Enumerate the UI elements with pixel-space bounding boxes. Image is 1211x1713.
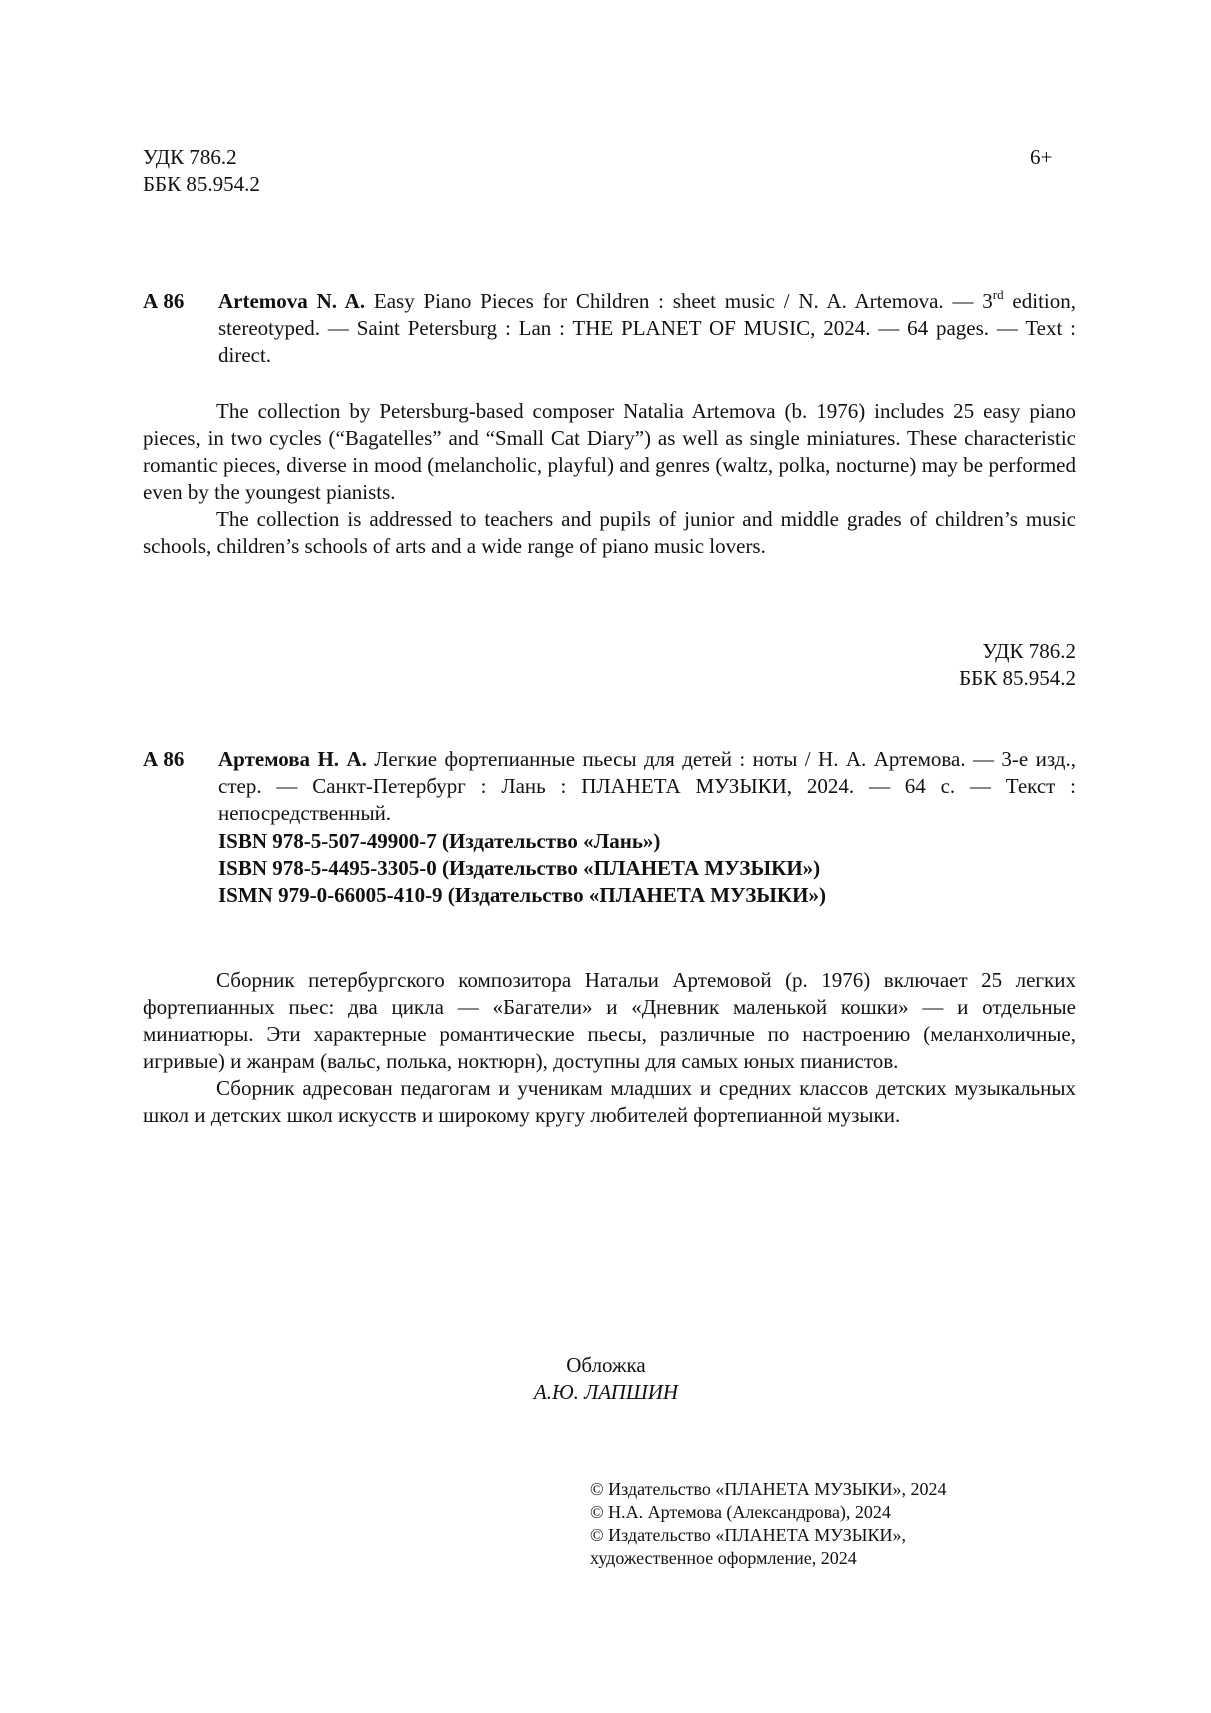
isbn-line: ISBN 978-5-507-49900-7 (Издательство «Лань») [218, 829, 661, 853]
top-classification [143, 144, 260, 198]
ismn-line: ISMN 979-0-66005-410-9 (Издательство «ПЛАНЕТА МУЗЫКИ») [218, 883, 826, 907]
udk-code: УДК 786.2 [143, 145, 237, 169]
cover-label: Обложка [566, 1353, 646, 1377]
age-rating: 6+ [1030, 145, 1053, 169]
russian-annotation-paragraph: Сборник адресован педагогам и ученикам младших и средних классов детских музыкальных школ и детских школ искусств и широкому кругу любителей фортепианной музыки. [143, 1076, 1076, 1127]
copyright-line: © Издательство «ПЛАНЕТА МУЗЫКИ», [590, 1525, 906, 1545]
cover-credit [500, 1352, 712, 1406]
isbn-line: ISBN 978-5-4495-3305-0 (Издательство «ПЛАНЕТА МУЗЫКИ») [218, 856, 821, 880]
bbk-code: ББК 85.954.2 [959, 666, 1076, 690]
english-annotation-paragraph: The collection by Petersburg-based composer Natalia Artemova (b. 1976) includes 25 easy piano pieces, in two cycles (“Bagatelles” and “Small Cat Diary”) as well as single miniatures. These characteristic romantic pieces, diverse in mood (melancholic, playful) and genres (waltz, polka, nocturne) may be performed even by the youngest pianists. [143, 399, 1076, 504]
copyright-line: © Н.А. Артемова (Александрова), 2024 [590, 1502, 891, 1522]
edition-superscript: rd [992, 287, 1004, 302]
russian-desc: Легкие фортепианные пьесы для детей : ноты / Н. А. Артемова. — 3-е изд., стер. — Санкт-Петербург : Лань : ПЛАНЕТА МУЗЫКИ, 2024. — 64 с. — Текст : непосредственный. [218, 747, 1076, 825]
copyright-line: © Издательство «ПЛАНЕТА МУЗЫКИ», 2024 [590, 1479, 947, 1499]
russian-classification [800, 638, 1076, 692]
english-author-mark: А 86 [143, 289, 185, 313]
russian-bibliographic-description [218, 746, 1076, 827]
english-annotation [143, 398, 1076, 560]
russian-author-mark: А 86 [143, 747, 185, 771]
english-desc-end: edition, stereotyped. — Saint Petersburg : Lan : THE PLANET OF MUSIC, 2024. — 64 pages. — Text : direct. [218, 289, 1076, 367]
bbk-code: ББК 85.954.2 [143, 172, 260, 196]
english-desc-start: Easy Piano Pieces for Children : sheet music / N. A. Artemova. — 3 [365, 289, 993, 313]
russian-annotation-paragraph: Сборник петербургского композитора Натальи Артемовой (р. 1976) включает 25 легких фортепианных пьес: два цикла — «Багатели» и «Дневник маленькой кошки» — и отдельные миниатюры. Эти характерные романтические пьесы, различные по настроению (меланхоличные, игривые) и жанрам (вальс, полька, ноктюрн), доступны для самых юных пианистов. [143, 968, 1076, 1073]
english-bibliographic-description [218, 288, 1076, 369]
cover-artist: А.Ю. ЛАПШИН [533, 1380, 679, 1404]
isbn-list [218, 828, 826, 909]
copyright-block [590, 1478, 946, 1570]
russian-author: Артемова Н. А. [218, 747, 367, 771]
english-author: Artemova N. A. [218, 289, 366, 313]
english-annotation-paragraph: The collection is addressed to teachers and pupils of junior and middle grades of children’s music schools, children’s schools of arts and a wide range of piano music lovers. [143, 507, 1076, 558]
copyright-line: художественное оформление, 2024 [590, 1548, 857, 1568]
udk-code: УДК 786.2 [982, 639, 1076, 663]
russian-annotation [143, 967, 1076, 1129]
